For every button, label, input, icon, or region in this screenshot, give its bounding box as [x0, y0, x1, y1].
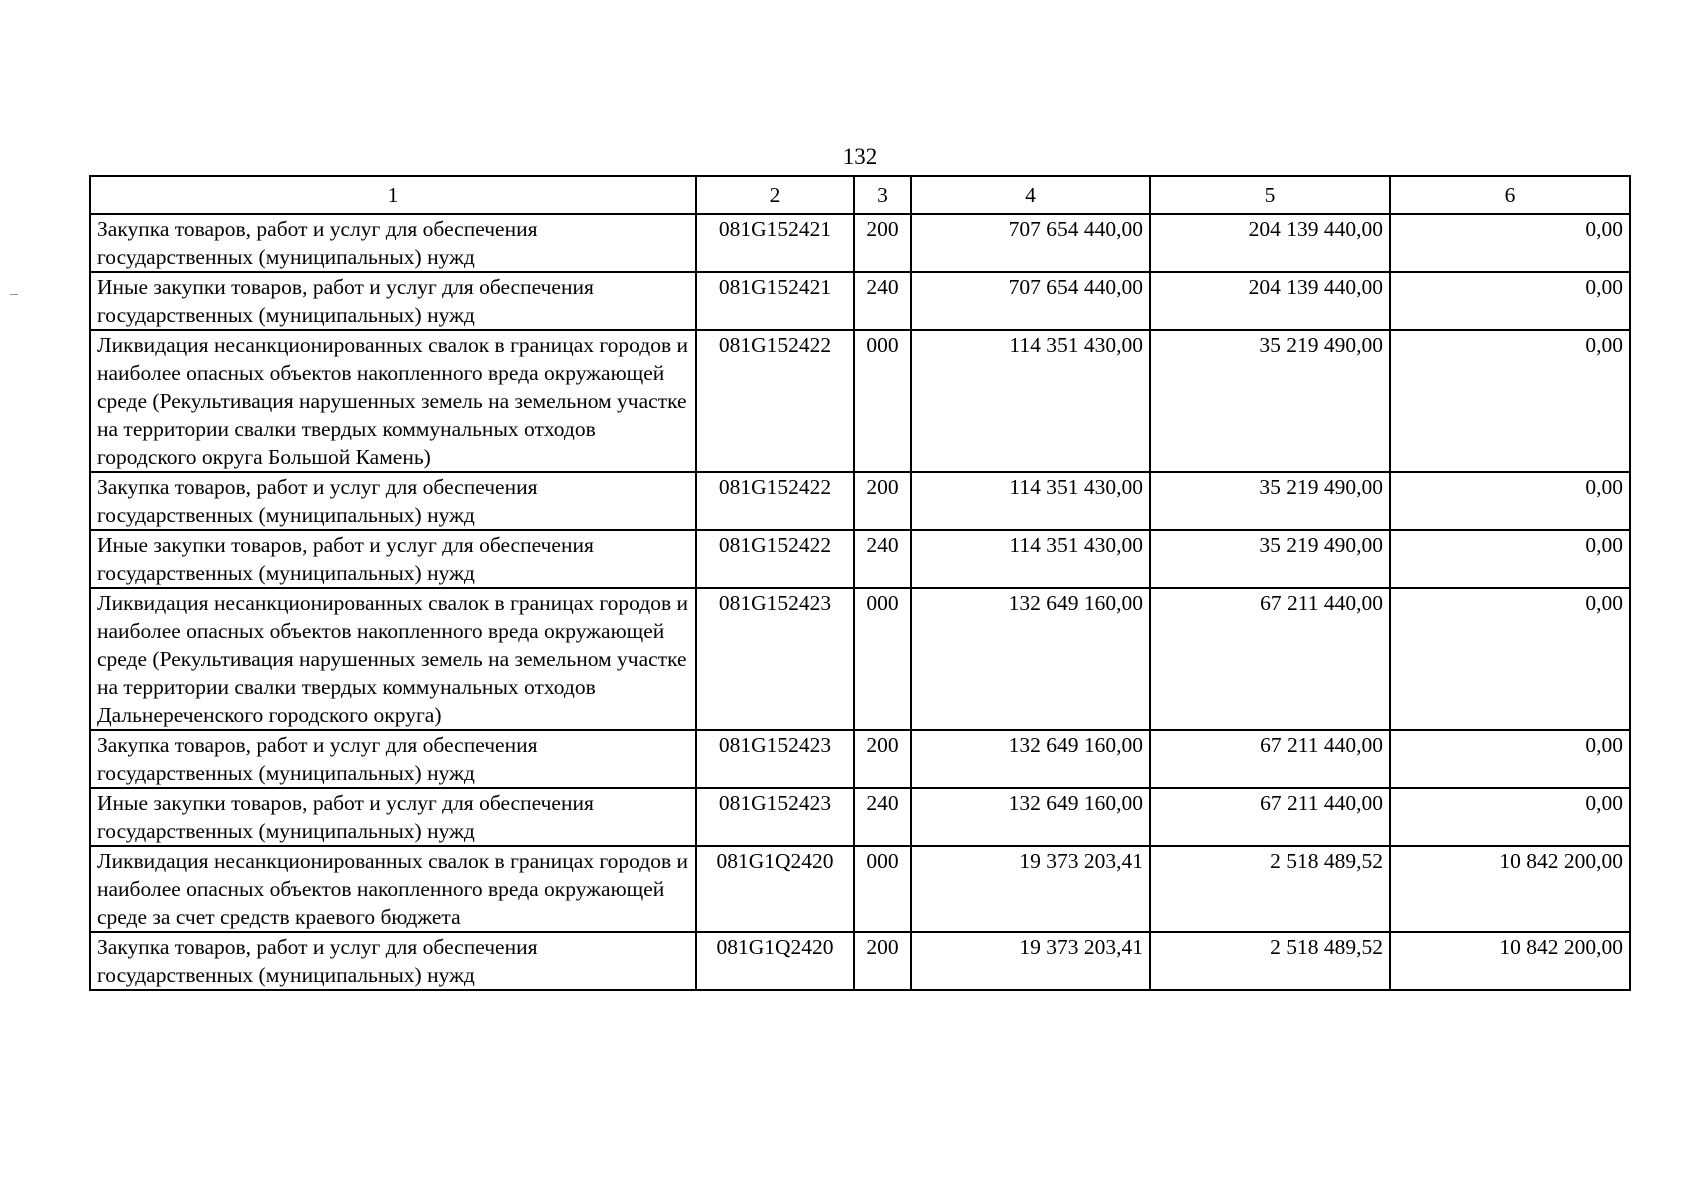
row-value-6: 0,00 [1390, 330, 1630, 472]
row-name: Закупка товаров, работ и услуг для обеспечения государственных (муниципальных) нужд [90, 730, 696, 788]
row-value-5: 2 518 489,52 [1150, 846, 1390, 932]
row-code: 081G152421 [696, 214, 854, 272]
row-expense-type: 200 [854, 472, 911, 530]
header-col-6: 6 [1390, 176, 1630, 214]
row-expense-type: 240 [854, 788, 911, 846]
row-value-5: 67 211 440,00 [1150, 588, 1390, 730]
row-name: Иные закупки товаров, работ и услуг для обеспечения государственных (муниципальных) нужд [90, 788, 696, 846]
row-value-4: 114 351 430,00 [911, 530, 1150, 588]
table-row [90, 588, 1630, 730]
row-code: 081G152423 [696, 588, 854, 730]
row-value-6: 10 842 200,00 [1390, 932, 1630, 990]
budget-table [89, 175, 1631, 991]
row-code: 081G1Q2420 [696, 846, 854, 932]
row-value-5: 204 139 440,00 [1150, 214, 1390, 272]
table-row [90, 730, 1630, 788]
table-row [90, 472, 1630, 530]
page-number: 132 [842, 144, 878, 169]
row-value-4: 132 649 160,00 [911, 730, 1150, 788]
table-row [90, 932, 1630, 990]
table-row [90, 330, 1630, 472]
row-name: Закупка товаров, работ и услуг для обеспечения государственных (муниципальных) нужд [90, 214, 696, 272]
row-expense-type: 200 [854, 932, 911, 990]
row-code: 081G152423 [696, 788, 854, 846]
row-value-4: 132 649 160,00 [911, 588, 1150, 730]
row-value-4: 114 351 430,00 [911, 330, 1150, 472]
row-value-4: 132 649 160,00 [911, 788, 1150, 846]
table-row [90, 530, 1630, 588]
scan-mark [10, 294, 18, 295]
row-name: Ликвидация несанкционированных свалок в границах городов и наиболее опасных объектов накопленного вреда окружающей среде (Рекультивация нарушенных земель на земельном участке на территории свалки твердых коммунальных отходов Дальнереченского городского округа) [90, 588, 696, 730]
row-expense-type: 000 [854, 330, 911, 472]
row-value-4: 707 654 440,00 [911, 214, 1150, 272]
row-value-5: 67 211 440,00 [1150, 788, 1390, 846]
row-name: Иные закупки товаров, работ и услуг для обеспечения государственных (муниципальных) нужд [90, 530, 696, 588]
row-value-6: 0,00 [1390, 214, 1630, 272]
row-expense-type: 000 [854, 588, 911, 730]
row-expense-type: 200 [854, 214, 911, 272]
table-row [90, 214, 1630, 272]
row-value-4: 19 373 203,41 [911, 846, 1150, 932]
row-name: Иные закупки товаров, работ и услуг для обеспечения государственных (муниципальных) нужд [90, 272, 696, 330]
header-col-3: 3 [854, 176, 911, 214]
header-col-1: 1 [90, 176, 696, 214]
row-value-6: 0,00 [1390, 530, 1630, 588]
row-value-6: 0,00 [1390, 788, 1630, 846]
row-value-6: 0,00 [1390, 588, 1630, 730]
row-value-5: 67 211 440,00 [1150, 730, 1390, 788]
table-row [90, 788, 1630, 846]
row-value-4: 114 351 430,00 [911, 472, 1150, 530]
table-row [90, 272, 1630, 330]
row-code: 081G152421 [696, 272, 854, 330]
row-value-4: 707 654 440,00 [911, 272, 1150, 330]
row-code: 081G152422 [696, 530, 854, 588]
row-expense-type: 000 [854, 846, 911, 932]
header-col-2: 2 [696, 176, 854, 214]
row-value-6: 10 842 200,00 [1390, 846, 1630, 932]
row-value-4: 19 373 203,41 [911, 932, 1150, 990]
row-name: Ликвидация несанкционированных свалок в границах городов и наиболее опасных объектов накопленного вреда окружающей среде (Рекультивация нарушенных земель на земельном участке на территории свалки твердых коммунальных отходов городского округа Большой Камень) [90, 330, 696, 472]
row-expense-type: 200 [854, 730, 911, 788]
row-value-6: 0,00 [1390, 730, 1630, 788]
row-value-6: 0,00 [1390, 472, 1630, 530]
row-name: Закупка товаров, работ и услуг для обеспечения государственных (муниципальных) нужд [90, 472, 696, 530]
table-header-row [90, 176, 1630, 214]
row-value-5: 35 219 490,00 [1150, 330, 1390, 472]
row-code: 081G152422 [696, 472, 854, 530]
row-code: 081G152423 [696, 730, 854, 788]
row-value-6: 0,00 [1390, 272, 1630, 330]
row-value-5: 35 219 490,00 [1150, 472, 1390, 530]
row-value-5: 2 518 489,52 [1150, 932, 1390, 990]
row-value-5: 204 139 440,00 [1150, 272, 1390, 330]
row-value-5: 35 219 490,00 [1150, 530, 1390, 588]
row-expense-type: 240 [854, 272, 911, 330]
row-name: Ликвидация несанкционированных свалок в границах городов и наиболее опасных объектов накопленного вреда окружающей среде за счет средств краевого бюджета [90, 846, 696, 932]
row-code: 081G152422 [696, 330, 854, 472]
row-expense-type: 240 [854, 530, 911, 588]
header-col-4: 4 [911, 176, 1150, 214]
table-row [90, 846, 1630, 932]
row-name: Закупка товаров, работ и услуг для обеспечения государственных (муниципальных) нужд [90, 932, 696, 990]
row-code: 081G1Q2420 [696, 932, 854, 990]
header-col-5: 5 [1150, 176, 1390, 214]
